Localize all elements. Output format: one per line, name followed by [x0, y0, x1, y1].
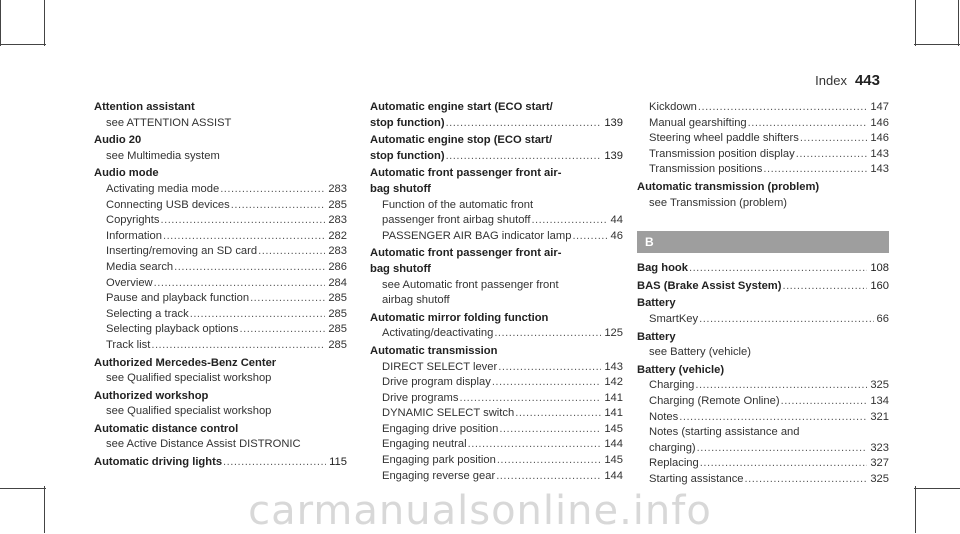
sub-entry [370, 406, 623, 422]
index-entry [94, 133, 347, 164]
sub-entry-text: Replacing [649, 457, 699, 470]
sub-entry-text: Activating media mode [106, 182, 220, 195]
index-entry [637, 330, 889, 361]
page-ref: 108 [870, 262, 889, 275]
sub-entry [370, 293, 623, 309]
sub-entry [370, 391, 623, 407]
sub-entry [370, 229, 623, 245]
page-ref: 134 [870, 394, 889, 407]
page-ref: 285 [328, 292, 347, 305]
sub-entry [637, 410, 889, 426]
sub-entry [370, 375, 623, 391]
entry-heading-text: Automatic engine start (ECO start/ [370, 101, 553, 113]
entry-heading-text: Attention assistant [94, 101, 195, 113]
entry-heading [637, 279, 889, 295]
page-ref: 146 [870, 132, 889, 145]
sub-entry [94, 291, 347, 307]
sub-entry [94, 276, 347, 292]
page-ref: 143 [870, 147, 889, 160]
sub-entry-text: Engaging park position [382, 454, 496, 467]
sub-entry-text: Function of the automatic front [382, 198, 534, 211]
crop-mark [44, 0, 45, 46]
entry-heading-text: Automatic mirror folding function [370, 311, 549, 324]
sub-entry [637, 394, 889, 410]
sub-entry-text: see Qualified specialist workshop [106, 405, 272, 418]
leader-dots [531, 213, 607, 229]
leader-dots [796, 147, 868, 163]
leader-dots [446, 149, 602, 165]
leader-dots [459, 391, 601, 407]
crop-mark [0, 0, 1, 46]
leader-dots [497, 453, 602, 469]
index-entry [94, 422, 347, 453]
sub-entry-text: Drive program display [382, 376, 491, 389]
entry-heading-text: Audio mode [94, 167, 159, 180]
index-entry [370, 246, 623, 308]
index-entry [94, 166, 347, 353]
sub-entry [637, 116, 889, 132]
sub-entry-text: SmartKey [649, 312, 699, 325]
leader-dots [258, 244, 325, 260]
entry-heading [94, 166, 347, 182]
sub-entry-text: Information [106, 229, 162, 242]
entry-heading [370, 344, 623, 360]
entry-heading-text: Automatic transmission [370, 344, 498, 357]
entry-heading [370, 149, 623, 165]
section-letter-bar: B [637, 231, 889, 253]
sub-entry-text: Overview [106, 276, 153, 289]
index-entry [637, 100, 889, 178]
index-entry [637, 279, 889, 295]
leader-dots [697, 441, 868, 457]
sub-entry [94, 260, 347, 276]
leader-dots [492, 375, 602, 391]
page-ref: 142 [604, 376, 623, 389]
leader-dots [700, 456, 868, 472]
sub-entry-text: Activating/deactivating [382, 327, 494, 340]
sub-entry-text: Transmission position display [649, 147, 795, 160]
page-ref: 143 [604, 360, 623, 373]
page-header [815, 72, 880, 89]
sub-entry [370, 278, 623, 294]
sub-entry-text: Track list [106, 338, 151, 351]
sub-entry [94, 149, 347, 165]
sub-entry [370, 469, 623, 485]
index-column-3 [637, 100, 889, 489]
leader-dots [174, 260, 325, 276]
watermark: carmanualsonline.info [248, 488, 712, 534]
sub-entry [94, 404, 347, 420]
entry-heading-text: stop function) [370, 149, 445, 162]
entry-heading [94, 100, 347, 116]
page-ref: 286 [328, 260, 347, 273]
page-ref: 160 [870, 279, 889, 292]
sub-entry [370, 326, 623, 342]
leader-dots [800, 131, 867, 147]
sub-entry-text: Notes (starting assistance and [649, 426, 800, 439]
sub-entry-text: airbag shutoff [382, 294, 450, 307]
index-entry [637, 296, 889, 327]
sub-entry [94, 229, 347, 245]
index-entry [94, 100, 347, 131]
crop-mark [0, 44, 46, 45]
page-ref: 139 [604, 116, 623, 129]
sub-entry [94, 244, 347, 260]
entry-heading-text: BAS (Brake Assist System) [637, 279, 782, 292]
sub-entry-text: see ATTENTION ASSIST [106, 116, 232, 129]
sub-entry-text: Transmission positions [649, 163, 763, 176]
sub-entry-text: PASSENGER AIR BAG indicator lamp [382, 229, 572, 242]
page-ref: 283 [328, 182, 347, 195]
header-label: Index [815, 73, 847, 88]
page-ref: 283 [328, 214, 347, 227]
sub-entry-text: Drive programs [382, 391, 459, 404]
page-ref: 321 [870, 410, 889, 423]
leader-dots [496, 469, 601, 485]
page-ref: 325 [870, 472, 889, 485]
sub-entry-text: Kickdown [649, 101, 697, 113]
sub-entry-text: see Qualified specialist workshop [106, 372, 272, 385]
sub-entry [370, 422, 623, 438]
page-ref: 284 [328, 276, 347, 289]
crop-mark [958, 0, 959, 46]
index-entry [94, 356, 347, 387]
entry-heading [370, 311, 623, 327]
index-entry [94, 455, 347, 471]
sub-entry-text: Selecting playback options [106, 323, 239, 336]
index-entry [370, 133, 623, 164]
leader-dots [695, 378, 867, 394]
sub-entry [637, 312, 889, 328]
page-ref: 285 [328, 198, 347, 211]
entry-heading-text: stop function) [370, 116, 445, 129]
sub-entry-text: see Automatic front passenger front [382, 278, 559, 291]
entry-heading-text: Authorized workshop [94, 389, 209, 402]
entry-heading-text: Audio 20 [94, 134, 142, 147]
page-ref: 125 [604, 327, 623, 340]
leader-dots [163, 229, 325, 245]
entry-heading [370, 116, 623, 132]
page-ref: 141 [604, 407, 623, 420]
leader-dots [250, 291, 325, 307]
sub-entry-text: see Multimedia system [106, 149, 220, 162]
entry-heading [637, 180, 889, 196]
entry-heading [94, 356, 347, 372]
page-ref: 327 [870, 457, 889, 470]
page-ref: 46 [610, 229, 623, 242]
entry-heading-text: Bag hook [637, 262, 688, 275]
index-entry [370, 166, 623, 244]
page-ref: 282 [328, 229, 347, 242]
entry-heading-text: Automatic engine stop (ECO start/ [370, 134, 553, 147]
leader-dots [151, 338, 325, 354]
sub-entry-text: Inserting/removing an SD card [106, 245, 258, 258]
sub-entry-text: Engaging neutral [382, 438, 467, 451]
sub-entry-text: DYNAMIC SELECT switch [382, 407, 515, 420]
sub-entry [637, 441, 889, 457]
leader-dots [231, 198, 326, 214]
leader-dots [572, 229, 607, 245]
index-column-2 [370, 100, 623, 486]
leader-dots [499, 422, 601, 438]
entry-heading [637, 261, 889, 277]
entry-heading [637, 330, 889, 346]
sub-entry [94, 116, 347, 132]
page-ref: 283 [328, 245, 347, 258]
page-ref: 141 [604, 391, 623, 404]
page-ref: 145 [604, 454, 623, 467]
sub-entry [637, 456, 889, 472]
entry-heading-text: Automatic driving lights [94, 456, 223, 469]
leader-dots [781, 394, 868, 410]
page-ref: 325 [870, 379, 889, 392]
sub-entry [94, 437, 347, 453]
crop-mark [914, 44, 960, 45]
sub-entry-text: Pause and playback function [106, 292, 250, 305]
leader-dots [498, 360, 601, 376]
leader-dots [190, 307, 326, 323]
sub-entry [370, 360, 623, 376]
sub-entry [94, 182, 347, 198]
page-ref: 285 [328, 323, 347, 336]
entry-heading-text: bag shutoff [370, 262, 431, 275]
leader-dots [699, 312, 873, 328]
sub-entry-text: Media search [106, 260, 174, 273]
sub-entry [637, 345, 889, 361]
leader-dots [239, 322, 325, 338]
leader-dots [220, 182, 325, 198]
entry-heading [370, 246, 623, 262]
sub-entry-text: Connecting USB devices [106, 198, 230, 211]
sub-entry-text: Charging (Remote Online) [649, 394, 780, 407]
sub-entry [94, 198, 347, 214]
sub-entry-text: Engaging drive position [382, 422, 499, 435]
leader-dots [698, 100, 867, 116]
sub-entry-text: charging) [649, 441, 696, 454]
leader-dots [446, 116, 602, 132]
index-entry [637, 180, 889, 211]
sub-entry-text: DIRECT SELECT lever [382, 360, 498, 373]
index-entry [370, 344, 623, 484]
entry-heading-text: Automatic distance control [94, 422, 239, 435]
sub-entry [94, 213, 347, 229]
leader-dots [494, 326, 601, 342]
page-ref: 66 [876, 312, 889, 325]
sub-entry-text: Steering wheel paddle shifters [649, 132, 799, 145]
leader-dots [689, 261, 867, 277]
page-ref: 115 [329, 456, 347, 469]
leader-dots [160, 213, 325, 229]
page-number: 443 [854, 72, 880, 89]
entry-heading [370, 182, 623, 198]
entry-heading-text: Battery (vehicle) [637, 363, 725, 376]
index-entry [94, 389, 347, 420]
index-entry [637, 261, 889, 277]
sub-entry [637, 100, 889, 116]
leader-dots [515, 406, 601, 422]
entry-heading [94, 422, 347, 438]
sub-entry-text: see Active Distance Assist DISTRONIC [106, 438, 301, 451]
sub-entry [370, 198, 623, 214]
sub-entry [637, 472, 889, 488]
sub-entry-text: Charging [649, 379, 695, 392]
sub-entry-text: Copyrights [106, 214, 160, 227]
leader-dots [782, 279, 867, 295]
crop-mark [915, 0, 916, 46]
leader-dots [223, 455, 326, 471]
entry-heading [370, 133, 623, 149]
sub-entry [637, 131, 889, 147]
leader-dots [763, 162, 867, 178]
page-ref: 285 [328, 338, 347, 351]
sub-entry-text: Selecting a track [106, 307, 189, 320]
entry-heading [370, 100, 623, 116]
entry-heading-text: Battery [637, 330, 676, 343]
entry-heading [370, 166, 623, 182]
sub-entry [370, 437, 623, 453]
index-entry [637, 363, 889, 488]
page-ref: 145 [604, 422, 623, 435]
sub-entry-text: see Transmission (problem) [649, 196, 788, 209]
page-ref: 44 [610, 214, 623, 227]
sub-entry [94, 307, 347, 323]
leader-dots [679, 410, 867, 426]
leader-dots [468, 437, 602, 453]
sub-entry [370, 453, 623, 469]
sub-entry [94, 338, 347, 354]
sub-entry [637, 162, 889, 178]
page-ref: 143 [870, 163, 889, 176]
page-ref: 139 [604, 149, 623, 162]
page-ref: 323 [870, 441, 889, 454]
leader-dots [745, 472, 868, 488]
index-column-1 [94, 100, 347, 473]
leader-dots [154, 276, 326, 292]
index-entry [370, 100, 623, 131]
entry-heading [637, 296, 889, 312]
entry-heading [637, 363, 889, 379]
sub-entry [637, 196, 889, 212]
entry-heading-text: Authorized Mercedes-Benz Center [94, 356, 277, 369]
entry-heading-text: Battery [637, 297, 676, 310]
entry-heading-text: Automatic transmission (problem) [637, 180, 820, 193]
entry-heading-text: Automatic front passenger front air- [370, 247, 562, 260]
entry-heading-text: bag shutoff [370, 182, 431, 195]
page-ref: 146 [870, 116, 889, 129]
page-ref: 285 [328, 307, 347, 320]
sub-entry [637, 378, 889, 394]
page-ref: 144 [604, 438, 623, 451]
sub-entry [94, 322, 347, 338]
sub-entry-text: Engaging reverse gear [382, 469, 496, 482]
index-entry [370, 311, 623, 342]
sub-entry-text: Notes [649, 410, 679, 423]
sub-entry [370, 213, 623, 229]
sub-entry [94, 371, 347, 387]
page-ref: 144 [604, 469, 623, 482]
entry-heading-text: Automatic front passenger front air- [370, 167, 562, 180]
sub-entry [637, 147, 889, 163]
entry-heading [94, 133, 347, 149]
page-ref: 147 [870, 101, 889, 113]
sub-entry [637, 425, 889, 441]
leader-dots [748, 116, 868, 132]
entry-heading [94, 389, 347, 405]
sub-entry-text: Manual gearshifting [649, 116, 747, 129]
entry-heading [94, 455, 347, 471]
sub-entry-text: Starting assistance [649, 472, 744, 485]
sub-entry-text: see Battery (vehicle) [649, 346, 751, 359]
entry-heading [370, 262, 623, 278]
sub-entry-text: passenger front airbag shutoff [382, 214, 531, 227]
